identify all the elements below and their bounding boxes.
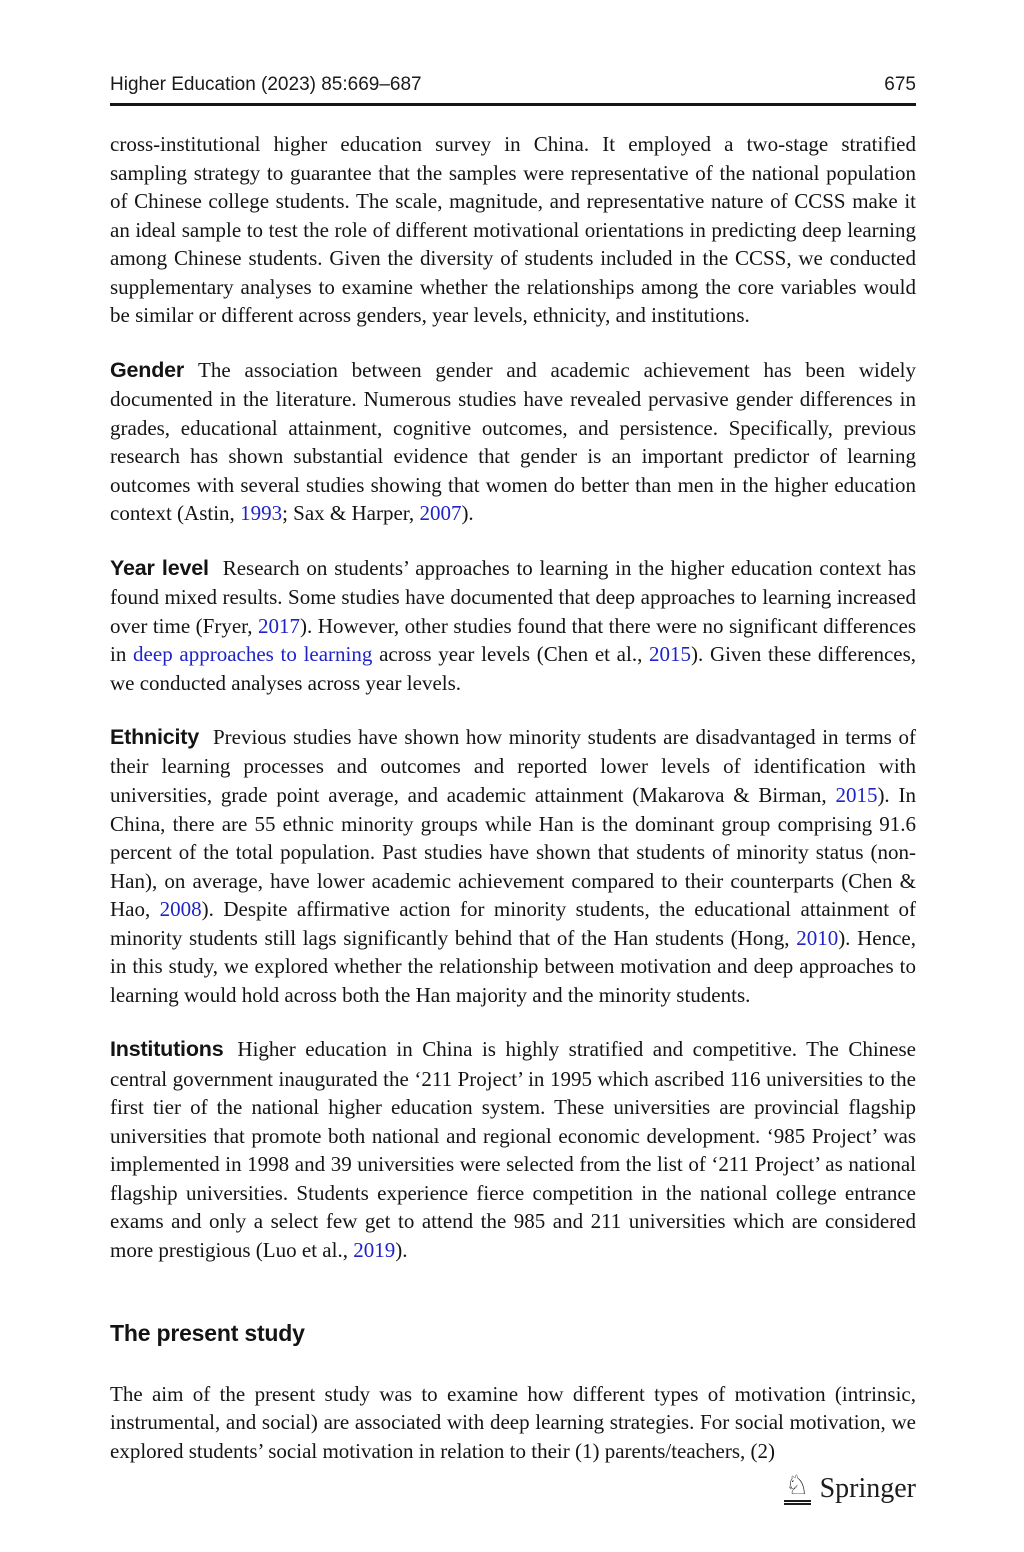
section-paragraph-gender: [110, 356, 916, 528]
section-paragraph-year-level: [110, 554, 916, 697]
text-segment: ). Given these differences, we conducted analyses across year levels.: [110, 642, 917, 695]
citation-link[interactable]: 2017: [258, 613, 301, 638]
text-segment: ). However, other studies found that there were no significant differences in: [110, 613, 916, 667]
journal-ref: Higher Education (2023) 85:669–687: [110, 74, 422, 95]
runin-heading-ethnicity: Ethnicity: [110, 725, 199, 750]
knight-glyph: ♘: [784, 1470, 810, 1501]
citation-link[interactable]: 2015: [835, 783, 878, 807]
page-header: [110, 74, 916, 96]
publisher-footer: [784, 1472, 916, 1505]
article-body: [110, 130, 916, 1491]
paragraph-text: [110, 1382, 916, 1463]
text-segment: ; Sax & Harper,: [282, 501, 420, 526]
runin-heading-year-level: Year level: [110, 555, 209, 580]
section-paragraph-ethnicity: [110, 723, 916, 1009]
text-segment: Research on students’ approaches to learning in the higher education context has found mixed results. Some studies have documented that deep approaches to learning increased over time (Fryer,: [110, 555, 916, 638]
citation-link[interactable]: 2015: [649, 642, 692, 667]
text-segment: across year levels (Chen et al.,: [372, 642, 650, 667]
text-segment: ).: [461, 501, 474, 526]
text-segment: The association between gender and academic achievement has been widely documented in the literature. Numerous studies have revealed pervasive gender differences in grades, educational attainment, cognitive outcomes, and persistence. Specifically, previous research has shown substantial evidence that gender is an important predictor of learning outcomes with several studies showing that women do better than men in the higher education context (Astin,: [110, 357, 916, 526]
paragraph-text: [110, 132, 916, 327]
paragraph-text: [110, 725, 916, 1007]
paragraph-intro: [110, 130, 916, 330]
citation-link[interactable]: deep approaches to learning: [133, 642, 373, 667]
paragraph-text: [110, 556, 916, 695]
text-segment: ). Despite affirmative action for minority students, the educational attainment of minority students still lags significantly behind that of the Han students (Hong,: [110, 897, 916, 950]
logo-underline: [784, 1500, 811, 1505]
springer-logo-icon: [784, 1472, 811, 1505]
publisher-name: Springer: [819, 1473, 916, 1504]
citation-link[interactable]: 2008: [159, 897, 202, 922]
section-paragraph-institutions: [110, 1035, 916, 1264]
text-segment: Previous studies have shown how minority students are disadvantaged in terms of their learning processes and outcomes and reported lower levels of identification with universities, grade point average, and academic attainment (Makarova & Birman,: [110, 725, 916, 807]
citation-link[interactable]: 2019: [353, 1237, 396, 1262]
text-segment: ). In China, there are 55 ethnic minority groups while Han is the dominant group comprising 91.6 percent of the total population. Past studies have shown that students of minority status (non-Han), on average, have lower academic achievement compared to their counterparts (Chen & Hao,: [110, 783, 916, 922]
paragraph-present-study: [110, 1380, 916, 1466]
text-segment: The aim of the present study was to examine how different types of motivation (intrinsic, instrumental, and social) are associated with deep learning strategies. For social motivation, we explored students’ social motivation in relation to their (1) parents/teachers, (2): [110, 1381, 916, 1463]
page-number: 675: [884, 74, 916, 95]
text-segment: cross-institutional higher education survey in China. It employed a two-stage stratified sampling strategy to guarantee that the samples were representative of the national population of Chinese college students. The scale, magnitude, and representative nature of CCSS make it an ideal sample to test the role of different motivational orientations in predicting deep learning among Chinese students. Given the diversity of students included in the CCSS, we conducted supplementary analyses to examine whether the relationships among the core variables would be similar or different across genders, year levels, ethnicity, and institutions.: [110, 132, 916, 328]
header-rule: [110, 103, 916, 106]
paragraph-text: [110, 358, 916, 525]
citation-link[interactable]: 1993: [240, 501, 283, 526]
runin-heading-gender: Gender: [110, 357, 185, 382]
text-segment: ).: [395, 1237, 408, 1262]
text-segment: Higher education in China is highly stratified and competitive. The Chinese central government inaugurated the ‘211 Project’ in 1995 which ascribed 116 universities to the first tier of the national higher education system. These universities are provincial flagship universities that promote both national and regional economic development. ‘985 Project’ was implemented in 1998 and 39 universities were selected from the list of ‘211 Project’ as national flagship universities. Students experience fierce competition in the national college entrance exams and only a select few get to attend the 985 and 211 universities which are considered more prestigious (Luo et al.,: [110, 1037, 916, 1262]
citation-link[interactable]: 2010: [796, 925, 839, 950]
section-heading-present-study: The present study: [110, 1320, 305, 1347]
paragraph-text: [110, 1037, 916, 1262]
text-segment: ). Hence, in this study, we explored whether the relationship between motivation and deep approaches to learning would hold across both the Han majority and the minority students.: [110, 925, 916, 1007]
citation-link[interactable]: 2007: [419, 501, 462, 526]
runin-heading-institutions: Institutions: [110, 1037, 224, 1062]
